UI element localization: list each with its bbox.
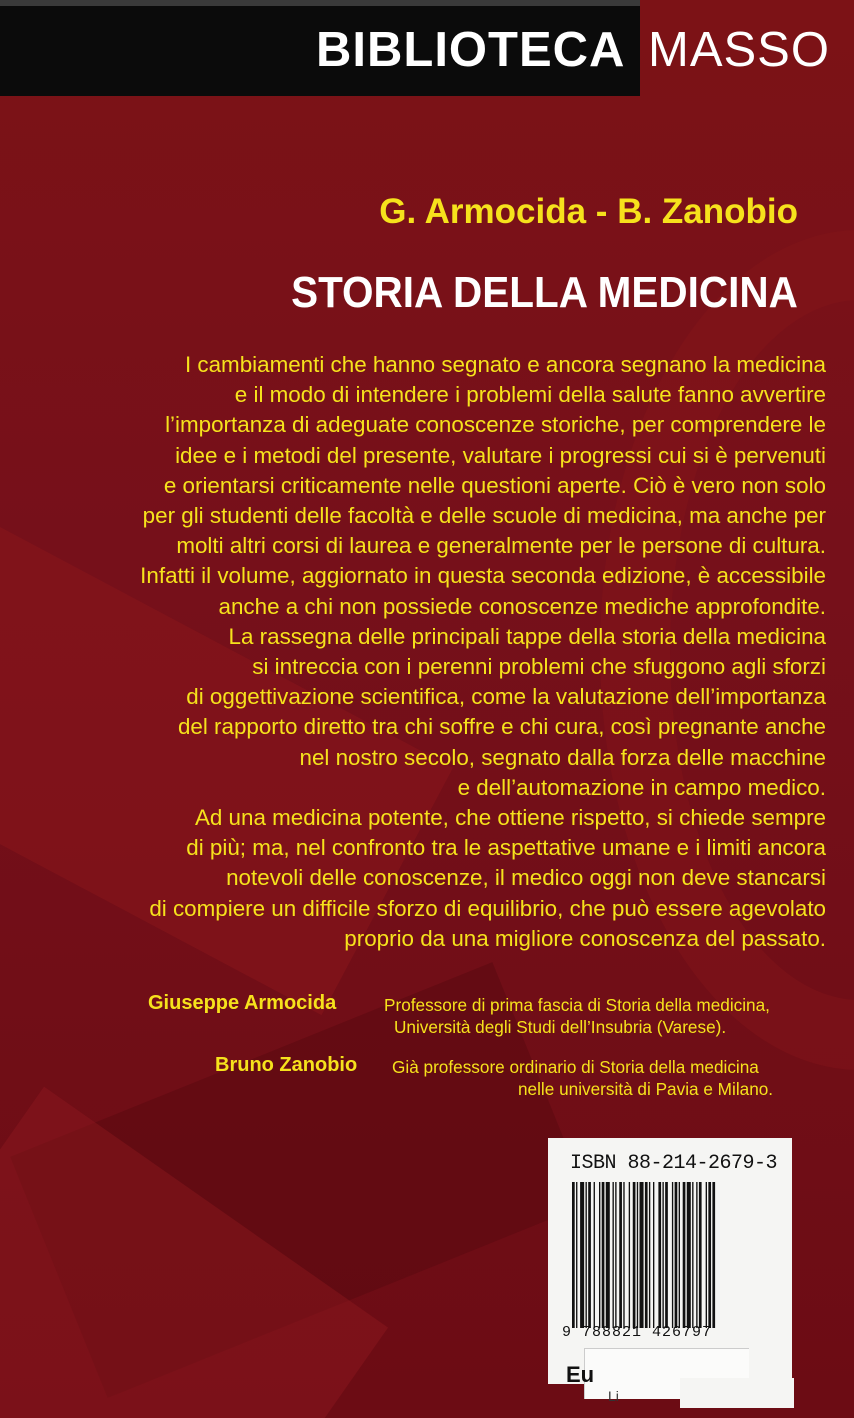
author-bio <box>384 994 824 1038</box>
barcode-bar <box>653 1182 654 1328</box>
barcode-bar <box>658 1182 661 1328</box>
author-bio <box>392 1056 822 1100</box>
barcode-bar <box>683 1182 686 1328</box>
series-bar-strip <box>0 0 640 6</box>
barcode-sticker <box>548 1138 792 1404</box>
description-line: proprio da una migliore conoscenza del passato. <box>344 925 826 951</box>
author-bio-line: Università degli Studi dell’Insubria (Varese). <box>394 1017 727 1037</box>
description-line: e orientarsi criticamente nelle questioni aperte. Ciò è vero non solo <box>163 472 826 498</box>
barcode-bar <box>712 1182 715 1328</box>
author-bio-line: nelle università di Pavia e Milano. <box>518 1079 774 1099</box>
author-bio-line: Professore di prima fascia di Storia della medicina, <box>384 995 770 1015</box>
barcode-bar <box>594 1182 595 1328</box>
description-line: nel nostro secolo, segnato dalla forza delle macchine <box>299 744 826 770</box>
description-line: molti altri corsi di laurea e generalmente per le persone di cultura. <box>176 533 826 559</box>
description-line: per gli studenti delle facoltà e delle scuole di medicina, ma anche per <box>142 503 826 529</box>
barcode-bar <box>588 1182 591 1328</box>
sticker-edge <box>680 1378 794 1408</box>
barcode-bar <box>665 1182 668 1328</box>
description-line: anche a chi non possiede conoscenze mediche approfondite. <box>218 593 826 619</box>
barcode-bar <box>629 1182 630 1328</box>
barcode-bar <box>708 1182 711 1328</box>
barcode-bar <box>675 1182 678 1328</box>
series-bar <box>0 0 640 96</box>
book-description <box>86 350 826 954</box>
barcode-bar <box>640 1182 644 1328</box>
barcode-bar <box>613 1182 614 1328</box>
author-bio-line: Già professore ordinario di Storia della medicina <box>392 1057 759 1077</box>
isbn-label: ISBN 88-214-2679-3 <box>570 1152 778 1175</box>
description-line: Infatti il volume, aggiornato in questa seconda edizione, è accessibile <box>140 563 826 589</box>
author-bio-name: Bruno Zanobio <box>215 1054 358 1076</box>
description-line: notevoli delle conoscenze, il medico oggi non deve stancarsi <box>226 865 826 891</box>
barcode-bar <box>649 1182 650 1328</box>
book-title: STORIA DELLA MEDICINA <box>291 268 798 317</box>
description-line: I cambiamenti che hanno segnato e ancora segnano la medicina <box>184 352 826 377</box>
description-line: e dell’automazione in campo medico. <box>457 774 826 800</box>
price-label: Eu <box>566 1362 595 1387</box>
description-line: idee e i metodi del presente, valutare i progressi cui si è pervenuti <box>175 442 826 468</box>
barcode <box>568 1182 778 1328</box>
barcode-bar <box>645 1182 648 1328</box>
series-title: BIBLIOTECA <box>316 23 626 77</box>
description-line: di oggettivazione scientifica, come la valutazione dell’importanza <box>186 684 826 710</box>
description-line: del rapporto diretto tra chi soffre e chi cura, così pregnante anche <box>177 714 826 740</box>
barcode-bar <box>662 1182 663 1328</box>
barcode-bar <box>599 1182 600 1328</box>
barcode-bar <box>692 1182 693 1328</box>
barcode-bar <box>619 1182 622 1328</box>
barcode-bar <box>580 1182 584 1328</box>
barcode-bar <box>576 1182 577 1328</box>
barcode-bar <box>623 1182 624 1328</box>
description-line: di compiere un difficile sforzo di equilibrio, che può essere agevolato <box>149 895 826 921</box>
barcode-bar <box>706 1182 707 1328</box>
author-bio-name: Giuseppe Armocida <box>148 992 337 1014</box>
description-line: La rassegna delle principali tappe della storia della medicina <box>228 623 826 649</box>
barcode-bar <box>633 1182 636 1328</box>
barcode-bar <box>699 1182 702 1328</box>
barcode-bar <box>687 1182 691 1328</box>
barcode-bar <box>672 1182 673 1328</box>
price-sublabel: Li <box>608 1388 619 1404</box>
barcode-bar <box>586 1182 587 1328</box>
description-line: Ad una medicina potente, che ottiene rispetto, si chiede sempre <box>194 805 826 831</box>
barcode-bar <box>615 1182 616 1328</box>
description-line: e il modo di intendere i problemi della salute fanno avvertire <box>234 382 826 408</box>
description-line: l’importanza di adeguate conoscenze storiche, per comprendere le <box>165 412 826 438</box>
description-line: si intreccia con i perenni problemi che sfuggono agli sforzi <box>252 654 826 680</box>
barcode-bar <box>696 1182 697 1328</box>
barcode-bar <box>602 1182 605 1328</box>
description-line: di più; ma, nel confronto tra le aspettative umane e i limiti ancora <box>186 835 826 861</box>
barcode-bar <box>637 1182 638 1328</box>
book-authors: G. Armocida - B. Zanobio <box>379 192 798 231</box>
barcode-digits: 9 788821 426797 <box>562 1324 713 1341</box>
barcode-bar <box>679 1182 680 1328</box>
series-publisher: MASSO <box>648 23 830 77</box>
barcode-bar <box>572 1182 575 1328</box>
barcode-bar <box>606 1182 610 1328</box>
